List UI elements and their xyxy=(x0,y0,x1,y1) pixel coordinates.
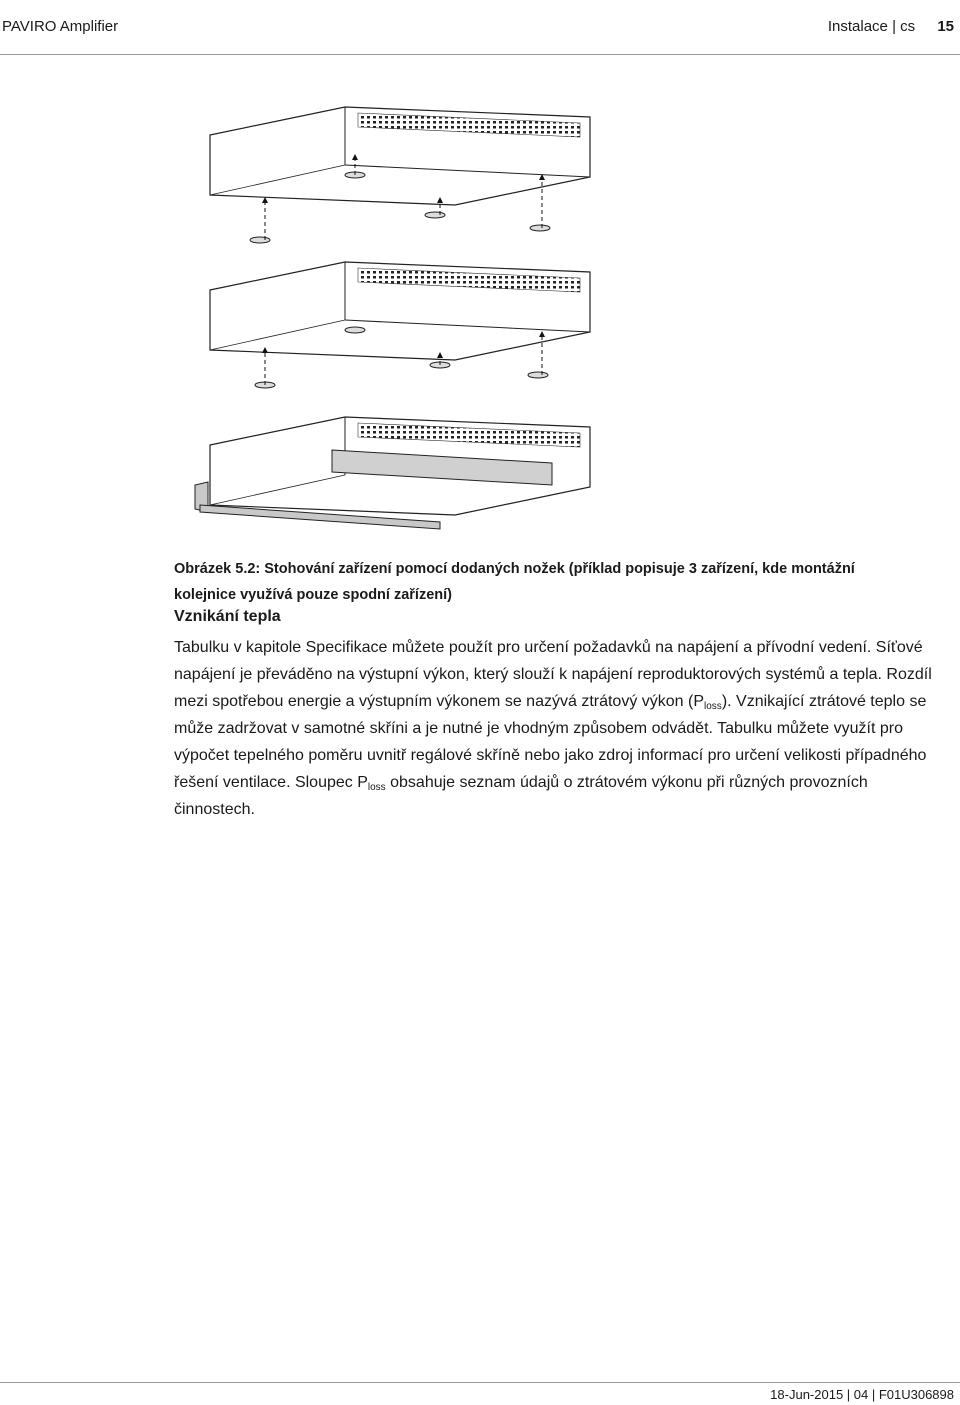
paragraph-part-1: Tabulku v kapitole Specifikace můžete použít pro určení požadavků na napájení a přívodní vedení. Síťové napájení je převáděno na výstupní výkon, který slouží k napájení reproduktorových systémů a tepla. Rozdíl mezi spotřebou energie a výstupním výkonem se nazývá ztrátový výkon (P xyxy=(174,639,932,710)
page-header xyxy=(0,18,960,40)
section-label: Instalace | cs xyxy=(827,18,916,35)
page-number: 15 xyxy=(937,18,954,35)
amplifier-unit-middle xyxy=(210,262,590,388)
amplifier-unit-top xyxy=(210,107,590,243)
header-divider xyxy=(0,54,960,55)
amplifier-unit-bottom xyxy=(195,417,590,529)
figure-caption: Obrázek 5.2: Stohování zařízení pomocí dodaných nožek (příklad popisuje 3 zařízení, kde montážní kolejnice využívá pouze spodní zařízení) xyxy=(174,561,855,603)
header-right xyxy=(828,18,954,35)
footer-doc-info: 18-Jun-2015 | 04 | F01U306898 xyxy=(770,1387,954,1402)
subscript-loss-2: loss xyxy=(367,782,386,793)
subscript-loss-1: loss xyxy=(704,701,722,712)
footer-divider xyxy=(0,1382,960,1383)
paragraph-part-3: obsahuje seznam údajů o ztrátovém výkonu při různých provozních činnostech. xyxy=(174,774,868,818)
paragraph-part-2: ). Vznikající ztrátové teplo se může zadržovat v samotné skříni a je nutné je vhodným způsobem odvádět. Tabulku můžete využít pro výpočet tepelného poměru uvnitř regálové skříně nebo jako zdroj informací pro určení velikosti případného řešení ventilace. Sloupec P xyxy=(174,693,927,791)
stacking-figure xyxy=(180,95,620,535)
product-name: PAVIRO Amplifier xyxy=(2,18,119,35)
section-heading: Vznikání tepla xyxy=(174,608,281,625)
body-paragraph xyxy=(174,634,944,823)
